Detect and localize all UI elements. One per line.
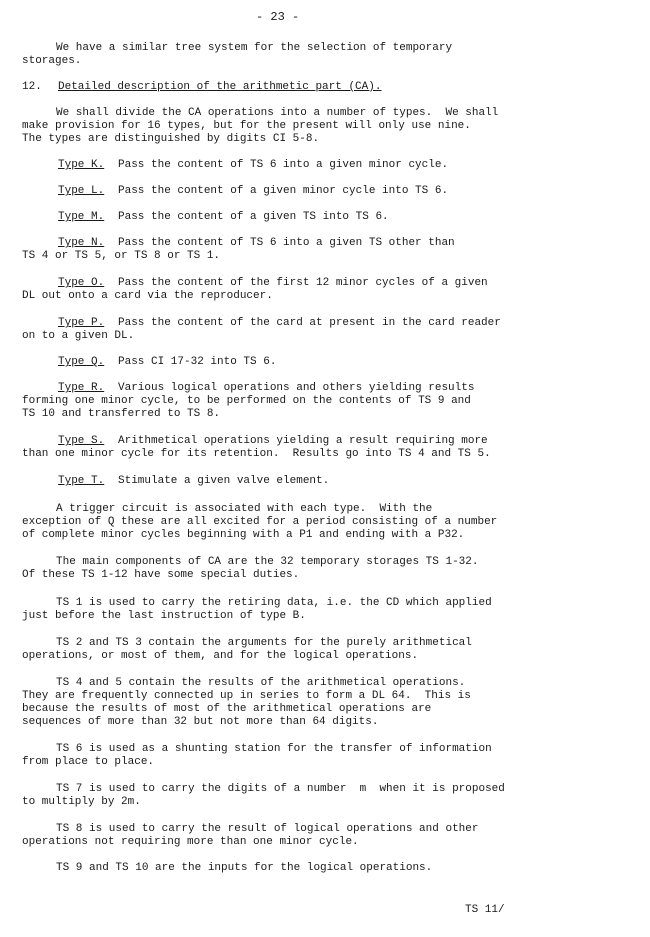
type-n-label: Type N. [58,237,105,249]
p-ts1-line-1: TS 1 is used to carry the retiring data, i.e. the CD which applied [56,597,492,609]
type-q-text: Pass CI 17-32 into TS 6. [118,356,277,368]
type-o-label: Type O. [58,277,105,289]
p-ts8-line-1: TS 8 is used to carry the result of logical operations and other [56,823,479,835]
p-components-line-1: The main components of CA are the 32 temporary storages TS 1-32. [56,556,479,568]
page-number: - 23 - [256,10,300,24]
p-ts45-line-3: because the results of most of the arithmetical operations are [22,703,432,715]
p-ts23-line-2: operations, or most of them, and for the logical operations. [22,650,419,662]
type-r-label: Type R. [58,382,105,394]
type-r-text-2: forming one minor cycle, to be performed on the contents of TS 9 and [22,395,471,407]
type-p-text-1: Pass the content of the card at present in the card reader [118,317,501,329]
type-q-label: Type Q. [58,356,105,368]
type-o-text-2: DL out onto a card via the reproducer. [22,290,273,302]
p-trigger-line-1: A trigger circuit is associated with each type. With the [56,503,433,515]
p-ts1-line-2: just before the last instruction of type B. [22,610,306,622]
p-ts8-line-2: operations not requiring more than one minor cycle. [22,836,359,848]
section-title: Detailed description of the arithmetic part (CA). [58,81,382,93]
footer-catchword: TS 11/ [465,904,505,916]
type-o-text-1: Pass the content of the first 12 minor cycles of a given [118,277,488,289]
type-r-text-1: Various logical operations and others yielding results [118,382,475,394]
type-l-text: Pass the content of a given minor cycle into TS 6. [118,185,449,197]
p-ts6-line-1: TS 6 is used as a shunting station for the transfer of information [56,743,492,755]
p-divide-line-1: We shall divide the CA operations into a number of types. We shall [56,107,499,119]
p-components-line-2: Of these TS 1-12 have some special duties. [22,569,300,581]
type-n-text-2: TS 4 or TS 5, or TS 8 or TS 1. [22,250,221,262]
type-s-label: Type S. [58,435,105,447]
type-s-text-1: Arithmetical operations yielding a result requiring more [118,435,488,447]
section-number: 12. [22,81,42,93]
p-divide-line-3: The types are distinguished by digits CI 5-8. [22,133,320,145]
p-ts6-line-2: from place to place. [22,756,155,768]
p-ts45-line-2: They are frequently connected up in series to form a DL 64. This is [22,690,471,702]
p-ts45-line-4: sequences of more than 32 but not more than 64 digits. [22,716,379,728]
type-n-text-1: Pass the content of TS 6 into a given TS other than [118,237,455,249]
type-l-label: Type L. [58,185,105,197]
type-p-label: Type P. [58,317,105,329]
p-ts23-line-1: TS 2 and TS 3 contain the arguments for the purely arithmetical [56,637,472,649]
type-m-text: Pass the content of a given TS into TS 6. [118,211,389,223]
type-r-text-3: TS 10 and transferred to TS 8. [22,408,221,420]
p-ts9-line-1: TS 9 and TS 10 are the inputs for the logical operations. [56,862,433,874]
intro-line-2: storages. [22,55,82,67]
type-m-label: Type M. [58,211,105,223]
type-k-text: Pass the content of TS 6 into a given minor cycle. [118,159,449,171]
p-trigger-line-2: exception of Q these are all excited for a period consisting of a number [22,516,498,528]
p-divide-line-2: make provision for 16 types, but for the present will only use nine. [22,120,471,132]
p-ts7-line-2: to multiply by 2m. [22,796,141,808]
type-t-label: Type T. [58,475,105,487]
type-t-text: Stimulate a given valve element. [118,475,330,487]
type-p-text-2: on to a given DL. [22,330,135,342]
intro-line-1: We have a similar tree system for the selection of temporary [56,42,453,54]
p-ts7-line-1: TS 7 is used to carry the digits of a number m when it is proposed [56,783,505,795]
p-ts45-line-1: TS 4 and 5 contain the results of the arithmetical operations. [56,677,466,689]
type-k-label: Type K. [58,159,105,171]
type-s-text-2: than one minor cycle for its retention. Results go into TS 4 and TS 5. [22,448,491,460]
p-trigger-line-3: of complete minor cycles beginning with a P1 and ending with a P32. [22,529,465,541]
